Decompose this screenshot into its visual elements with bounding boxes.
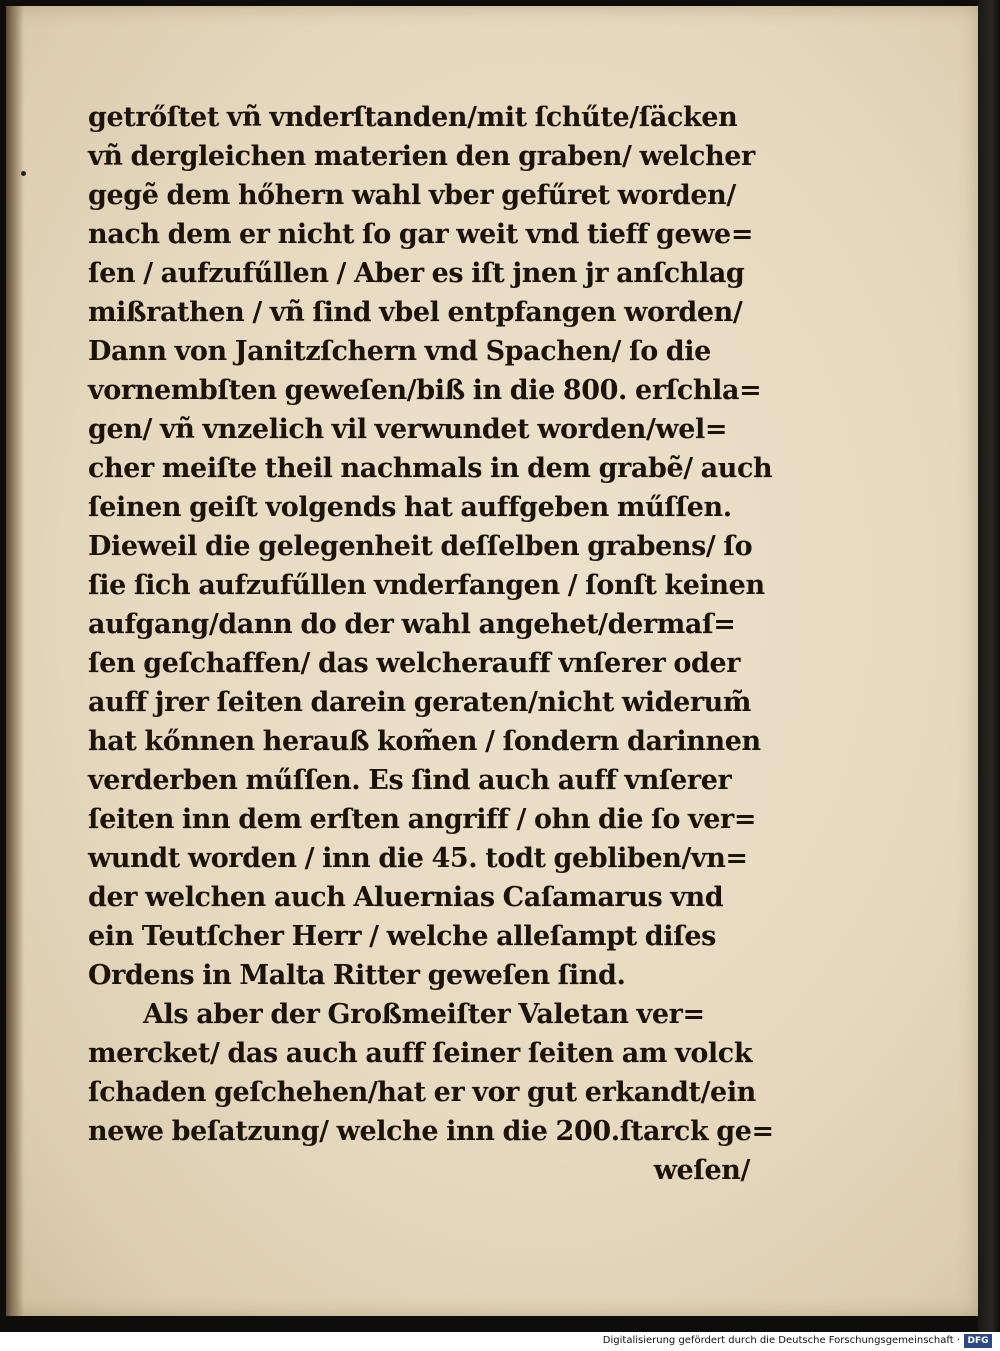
footer-credit: Digitalisierung gefördert durch die Deutsche Forschungsgemeinschaft · bbox=[602, 1335, 960, 1346]
text-line: ſie ſich aufzufűllen vnderfangen / ſonſt keinen bbox=[88, 570, 765, 601]
text-line: ſen geſchaffen/ das welcherauff vnſerer oder bbox=[88, 648, 741, 679]
text-line: newe beſatzung/ welche inn die 200.ſtarck ge= bbox=[88, 1116, 774, 1147]
text-line: ſen / aufzufűllen / Aber es iſt jnen jr anſchlag bbox=[88, 258, 745, 289]
text-line: Dieweil die gelegenheit deſſelben grabens/ ſo bbox=[88, 531, 753, 562]
paragraph-start-line: Als aber der Großmeiſter Valetan ver= bbox=[143, 999, 705, 1030]
text-line: auff jrer ſeiten darein geraten/nicht widerum̃ bbox=[88, 687, 752, 718]
text-line: cher meiſte theil nachmals in dem grabẽ/ auch bbox=[88, 453, 773, 484]
page-right-edge bbox=[978, 0, 1000, 1332]
text-line: ſeinen geiſt volgends hat auffgeben műſſen. bbox=[88, 492, 732, 523]
text-line: ſeiten inn dem erſten angriff / ohn die ſo ver= bbox=[88, 804, 757, 835]
text-line: nach dem er nicht ſo gar weit vnd tieff gewe= bbox=[88, 219, 754, 250]
text-line: wundt worden / inn die 45. todt gebliben/vn= bbox=[88, 843, 748, 874]
text-line: vornembſten geweſen/biß in die 800. erſchla= bbox=[88, 375, 762, 406]
text-line: gen/ vñ vnzelich vil verwundet worden/wel= bbox=[88, 414, 728, 445]
text-line: ſchaden geſchehen/hat er vor gut erkandt/ein bbox=[88, 1077, 756, 1108]
text-line: Ordens in Malta Ritter geweſen ſind. bbox=[88, 960, 626, 991]
text-line: der welchen auch Aluernias Caſamarus vnd bbox=[88, 882, 724, 913]
text-line: ein Teutſcher Herr / welche alleſampt diſes bbox=[88, 921, 716, 952]
text-line: aufgang/dann do der wahl angehet/dermaſ= bbox=[88, 609, 736, 640]
text-line: verderben műſſen. Es ſind auch auff vnſerer bbox=[88, 765, 732, 796]
text-line: hat kőnnen herauß kom̃en / ſondern darinnen bbox=[88, 726, 761, 757]
text-line: getrőſtet vñ vnderſtanden/mit ſchűte/ſäcken bbox=[88, 102, 738, 133]
text-line: gegẽ dem hőhern wahl vber gefűret worden/ bbox=[88, 180, 736, 211]
dfg-logo-icon: DFG bbox=[964, 1334, 992, 1348]
text-line: vñ dergleichen materien den graben/ welcher bbox=[88, 141, 755, 172]
text-line: Dann von Janitzſchern vnd Spachen/ ſo die bbox=[88, 336, 711, 367]
digitization-footer bbox=[0, 1332, 1000, 1351]
page-gutter-shadow bbox=[6, 6, 24, 1316]
text-line: mercket/ das auch auff ſeiner ſeiten am volck bbox=[88, 1038, 753, 1069]
margin-mark bbox=[21, 171, 26, 176]
catchword-line: weſen/ bbox=[653, 1155, 750, 1186]
text-line: mißrathen / vñ ſind vbel entpfangen worden/ bbox=[88, 297, 743, 328]
page-text-block bbox=[88, 98, 778, 1190]
